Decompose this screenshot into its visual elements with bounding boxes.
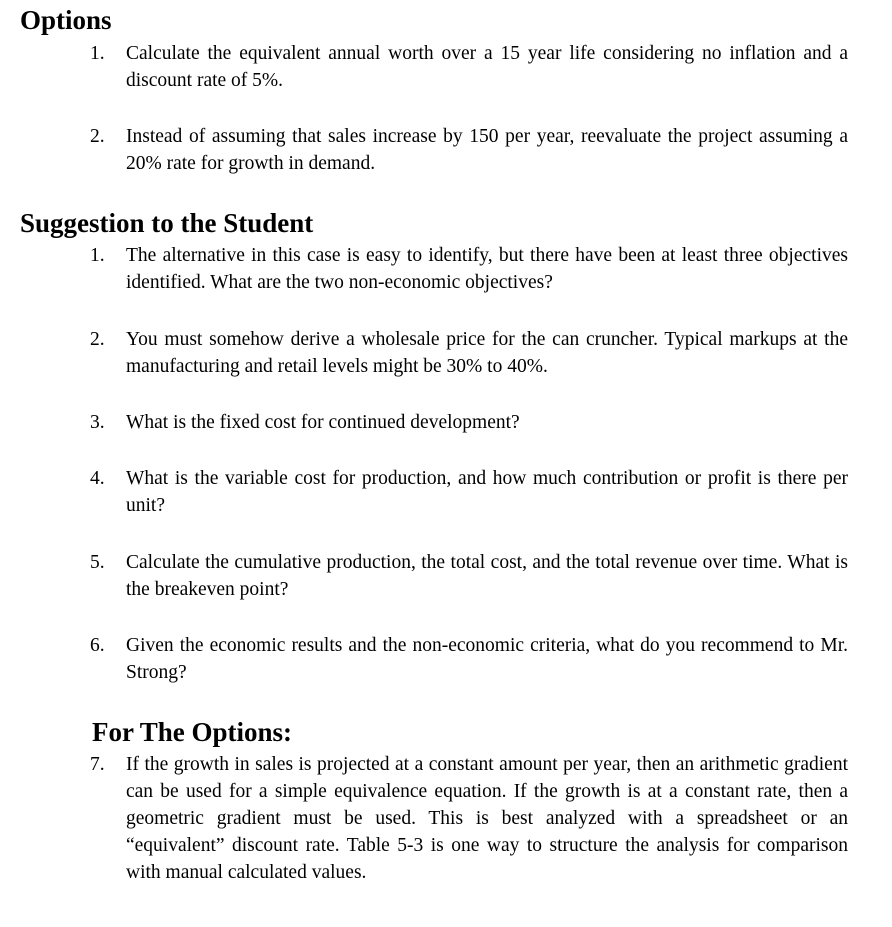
item-number: 7. [90, 754, 105, 775]
item-text: Calculate the equivalent annual worth over a 15 year life considering no inflation and a discount rate of 5%. [126, 43, 848, 91]
suggestion-item-4 [90, 465, 848, 519]
item-number: 3. [90, 412, 105, 433]
item-number: 2. [90, 329, 105, 350]
suggestion-item-1 [90, 242, 848, 296]
item-text: What is the fixed cost for continued development? [126, 412, 520, 433]
item-number: 6. [90, 635, 105, 656]
item-text: Given the economic results and the non-economic criteria, what do you recommend to Mr. Strong? [126, 635, 848, 683]
item-number: 4. [90, 468, 105, 489]
for-options-heading: For The Options: [92, 717, 293, 747]
item-number: 5. [90, 552, 105, 573]
item-text: Calculate the cumulative production, the total cost, and the total revenue over time. What is the breakeven point? [126, 552, 848, 600]
item-number: 2. [90, 126, 105, 147]
item-text: What is the variable cost for production, and how much contribution or profit is there per unit? [126, 468, 848, 516]
suggestion-heading: Suggestion to the Student [20, 208, 314, 238]
item-number: 1. [90, 245, 105, 266]
for-options-item-7 [90, 751, 848, 886]
item-text: You must somehow derive a wholesale price for the can cruncher. Typical markups at the manufacturing and retail levels might be 30% to 40%. [126, 329, 848, 377]
suggestion-item-3 [90, 409, 848, 436]
suggestion-item-6 [90, 632, 848, 686]
options-heading: Options [20, 5, 112, 35]
item-text: If the growth in sales is projected at a constant amount per year, then an arithmetic gradient can be used for a simple equivalence equation. If the growth is at a constant rate, then a geometric gradient must be used. This is best analyzed with a spreadsheet or an “equivalent” discount rate. Table 5-3 is one way to structure the analysis for comparison with manual calculated values. [126, 754, 848, 883]
suggestion-item-5 [90, 549, 848, 603]
item-text: Instead of assuming that sales increase by 150 per year, reevaluate the project assuming a 20% rate for growth in demand. [126, 126, 848, 174]
suggestion-item-2 [90, 326, 848, 380]
item-text: The alternative in this case is easy to identify, but there have been at least three objectives identified. What are the two non-economic objectives? [126, 245, 848, 293]
item-number: 1. [90, 43, 105, 64]
options-item-1 [90, 40, 848, 94]
options-item-2 [90, 123, 848, 177]
